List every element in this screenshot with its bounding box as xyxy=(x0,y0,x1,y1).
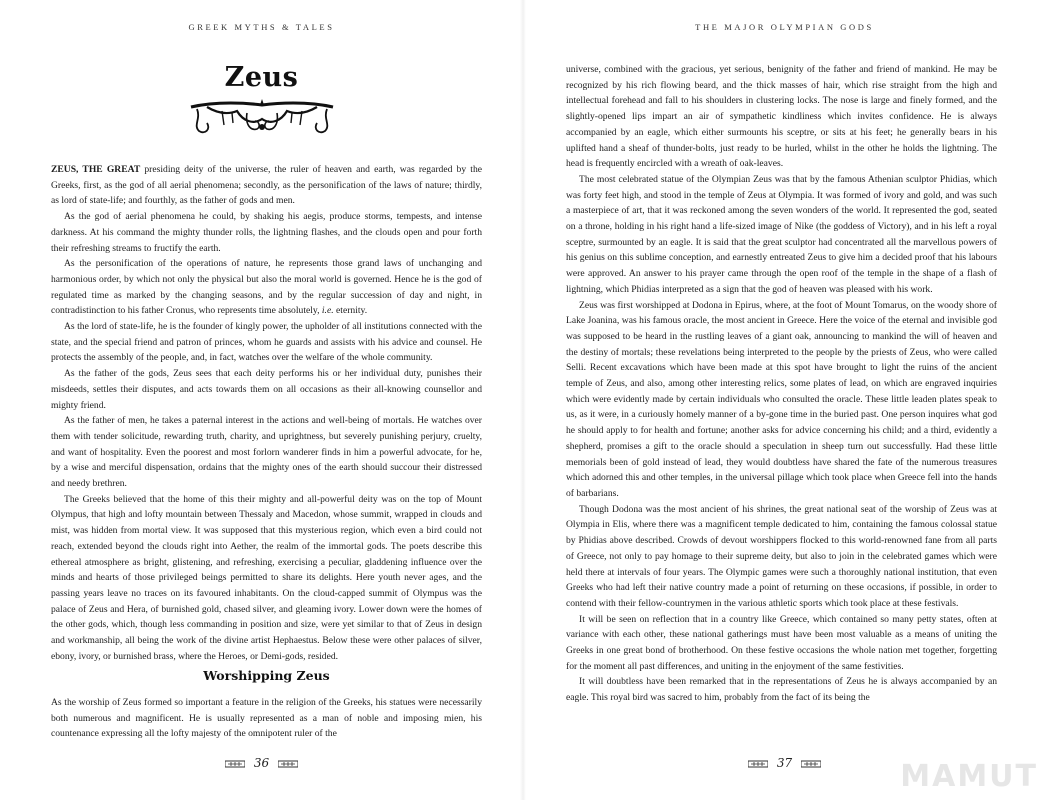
page-number: 36 xyxy=(253,756,270,770)
paragraph xyxy=(51,256,482,319)
folio-ornament-icon xyxy=(225,760,245,768)
paragraph-text: presiding deity of the universe, the ruler of heaven and earth, was regarded by the Greeks, first, as the god of all aerial phenomena; secondly, as the personification of the laws of nature; thirdly, as lord of state-life; and fourthly, as the father of gods and men. xyxy=(51,164,482,207)
page-number: 37 xyxy=(776,756,793,770)
paragraph: It will be seen on reflection that in a country like Greece, which contained so many petty states, often at variance with each other, these national gatherings must have been most valuable as a means of uniting the Greeks in one great bond of brotherhood. On these festive occasions the whole nation met together, forgetting for the moment all past differences, and uniting in the enjoyment of the same festivities. xyxy=(566,613,997,672)
left-body-text-2 xyxy=(51,695,482,742)
section-subheading: Worshipping Zeus xyxy=(203,668,330,683)
right-body-text xyxy=(566,62,997,706)
paragraph: As the father of men, he takes a paternal interest in the actions and well-being of mortals. He watches over them with tender solicitude, rewarding truth, charity, and uprightness, but severely punishing perjury, cruelty, and want of hospitality. Even the poorest and most forlorn wanderer finds in him a powerful advocate, for he, by a wise and merciful dispensation, ordains that the mighty ones of the earth should succour their distressed and needy brethren. xyxy=(51,415,482,490)
left-body-text xyxy=(51,162,482,665)
running-head-text: GREEK MYTHS & TALES xyxy=(188,22,335,32)
italic-abbrev: i.e. xyxy=(321,305,334,317)
paragraph: As the father of the gods, Zeus sees that each deity performs his or her individual duty, punishes their misdeeds, settles their disputes, and acts towards them on all occasions as their all-knowing counsellor and mighty friend. xyxy=(51,368,482,411)
right-page xyxy=(523,0,1046,800)
watermark-text: MAMUT xyxy=(900,759,1038,794)
page-number-left xyxy=(0,756,523,770)
lead-in-text: ZEUS, THE GREAT xyxy=(51,164,141,175)
paragraph: It will doubtless have been remarked that in the representations of Zeus he is always accompanied by an eagle. This royal bird was sacred to him, probably from the fact of its being the xyxy=(566,676,997,704)
paragraph: As the god of aerial phenomena he could, by shaking his aegis, produce storms, tempests, and intense darkness. At his command the mighty thunder rolls, the lightning flashes, and the clouds open and pour forth their refreshing streams to fructify the earth. xyxy=(51,211,482,254)
chapter-title-block xyxy=(0,62,523,137)
paragraph xyxy=(51,162,482,209)
page-title: Zeus xyxy=(224,62,299,93)
folio-ornament-icon xyxy=(278,760,298,768)
folio-ornament-icon xyxy=(801,760,821,768)
paragraph: The Greeks believed that the home of this their mighty and all-powerful deity was on the top of Mount Olympus, that high and lofty mountain between Thessaly and Macedon, whose summit, wrapped in clouds and mist, was hidden from mortal view. It was supposed that this mysterious region, which even a bird could not reach, extended beyond the clouds right into Aether, the realm of the immortal gods. The poets describe this ethereal atmosphere as bright, glistening, and refreshing, exercising a peculiar, gladdening influence over the minds and hearts of those privileged beings permitted to share its delights. Here youth never ages, and the passing years leave no traces on its favoured inhabitants. On the cloud-capped summit of Olympus was the palace of Zeus and Hera, of burnished gold, chased silver, and gleaming ivory. Lower down were the homes of the other gods, which, though less commanding in position and size, were yet similar to that of Zeus in design and workmanship, all being the work of the divine artist Hephaestus. Below these were other palaces of silver, ebony, ivory, or burnished brass, where the Heroes, or Demi-gods, resided. xyxy=(51,493,482,662)
running-head-left xyxy=(0,22,523,32)
paragraph: The most celebrated statue of the Olympian Zeus was that by the famous Athenian sculptor Phidias, which was forty feet high, and stood in the temple of Zeus at Olympia. It was formed of ivory and gold, and was such a masterpiece of art, that it was reckoned among the seven wonders of the world. It represented the god, seated on a throne, holding in his right hand a life-sized image of Nike (the goddess of Victory), and in his left a royal sceptre, surmounted by an eagle. It is said that the great sculptor had concentrated all the marvellous powers of his genius on this sublime conception, and earnestly entreated Zeus to give him a decided proof that his labours were approved. An answer to his prayer came through the open roof of the temple in the shape of a flash of lightning, which Phidias interpreted as a sign that the god of heaven was pleased with his work. xyxy=(566,173,997,295)
paragraph: Though Dodona was the most ancient of his shrines, the great national seat of the worship of Zeus was at Olympia in Elis, where there was a magnificent temple dedicated to him, containing the famous colossal statue by Phidias above described. Crowds of devout worshippers flocked to this world-renowned fane from all parts of Greece, not only to pay homage to their supreme deity, but also to join in the celebrated games which were held there at intervals of four years. The Olympic games were such a thoroughly national institution, that even Greeks who had left their native country made a point of returning on these occasions, if possible, in order to contend with their fellow-countrymen in the various athletic sports which took place at these festivals. xyxy=(566,503,997,609)
paragraph-text: eternity. xyxy=(333,305,368,317)
decorative-flourish-icon xyxy=(187,95,337,137)
paragraph-text: As the personification of the operations of nature, he represents those grand laws of unchanging and harmonious order, by which not only the physical but also the moral world is governed. Hence he is the god of regulated time as marked by the changing seasons, and by the regular succession of day and night, in contradistinction to his father Cronus, who represents time absolutely, xyxy=(51,258,482,317)
folio-ornament-icon xyxy=(748,760,768,768)
paragraph: Zeus was first worshipped at Dodona in Epirus, where, at the foot of Mount Tomarus, on the woody shore of Lake Joanina, was his famous oracle, the most ancient in Greece. Here the voice of the eternal and invisible god was supposed to be heard in the rustling leaves of a giant oak, announcing to mankind the will of heaven and the destiny of mortals; these revelations being interpreted to the people by the priests of Zeus, who were called Selli. Recent excavations which have been made at this spot have brought to light the ruins of the ancient temple of Zeus, and also, among other interesting relics, some plates of lead, on which are engraved inquiries which were evidently made by certain individuals who consulted the oracle. These little leaden plates speak to us, as it were, in a curiously homely manner of a by-gone time in the buried past. One person inquires what god he should apply to for health and fortune; another asks for advice concerning his child; and a third, evidently a shepherd, promises a gift to the oracle should a speculation in sheep turn out successfully. Had these little memorials been of gold instead of lead, they would doubtless have shared the fate of the numerous treasures which adorned this and other temples, in the universal pillage which took place when Greece fell into the hands of barbarians. xyxy=(566,299,997,499)
running-head-right xyxy=(523,22,1046,32)
running-head-text: THE MAJOR OLYMPIAN GODS xyxy=(695,22,874,32)
paragraph: As the worship of Zeus formed so important a feature in the religion of the Greeks, his statues were necessarily both numerous and magnificent. He is usually represented as a man of noble and imposing mien, his countenance expressing all the lofty majesty of the omnipotent ruler of the xyxy=(51,697,482,740)
paragraph: universe, combined with the gracious, yet serious, benignity of the father and friend of mankind. He may be recognized by his rich flowing beard, and the thick masses of hair, which rise straight from the high and intellectual forehead and fall to his shoulders in clustering locks. The nose is large and finely formed, and the slightly-opened lips impart an air of sympathetic kindliness which invites confidence. He is always accompanied by an eagle, which either surmounts his sceptre, or sits at his feet; he generally bears in his uplifted hand a sheaf of thunder-bolts, just ready to be hurled, whilst in the other he holds the lightning. The head is frequently encircled with a wreath of oak-leaves. xyxy=(566,64,997,170)
paragraph: As the lord of state-life, he is the founder of kingly power, the upholder of all institutions connected with the state, and the special friend and patron of princes, whom he guards and assists with his advice and counsel. He protects the assembly of the people, and, in fact, watches over the welfare of the whole community. xyxy=(51,321,482,364)
